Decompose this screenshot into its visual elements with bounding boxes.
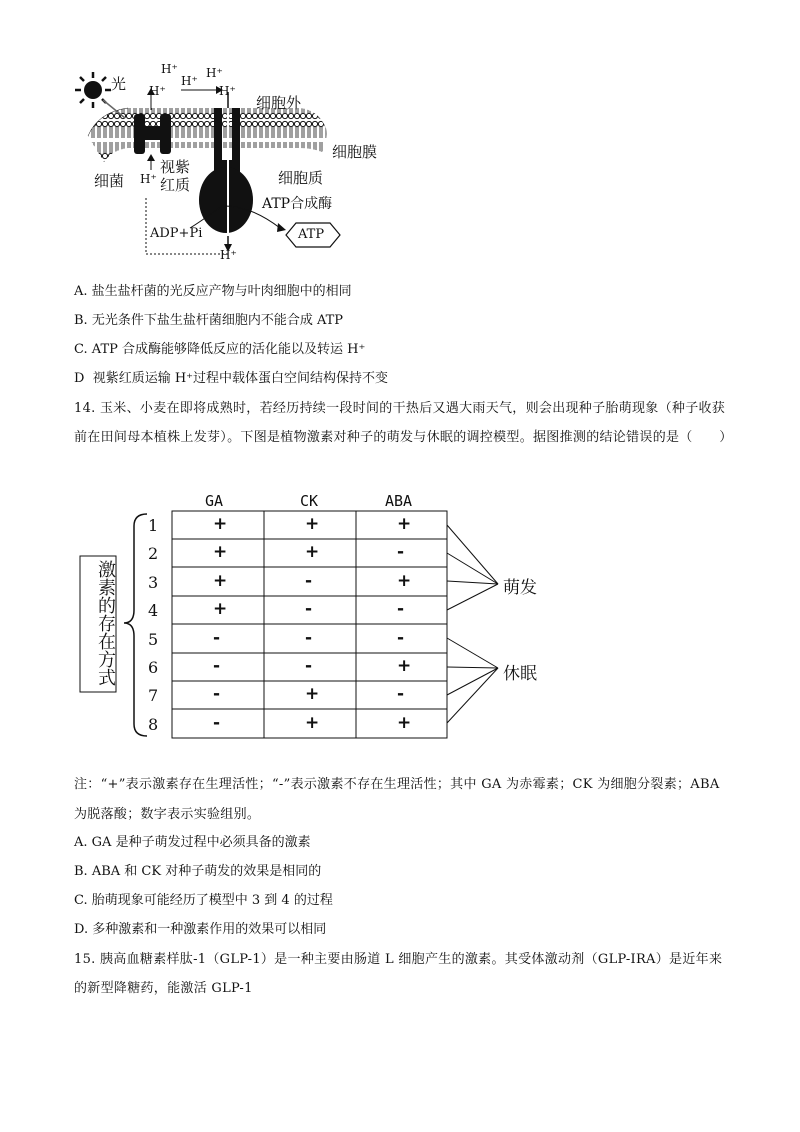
- q14-option-a: A. GA 是种子萌发过程中必须具备的激素: [74, 835, 311, 850]
- outcome-dormant: 休眠: [503, 664, 537, 684]
- row-label: 激素的存在方式: [95, 560, 116, 686]
- q15-stem: 15. 胰高血糖素样肽-1（GLP-1）是一种主要由肠道 L 细胞产生的激素。其受体激动剂（GLP-IRA）是近年来的新型降糖药，能激活 GLP-1: [74, 952, 723, 996]
- cytoplasm-label: 细胞质: [278, 169, 324, 187]
- table-cell: -: [213, 712, 221, 733]
- h-ion-label: H⁺: [181, 74, 198, 88]
- row-number: 4: [148, 601, 159, 621]
- col-header-ck: CK: [300, 492, 319, 510]
- rhodopsin-label: 视紫 红质: [160, 158, 191, 194]
- table-cell: +: [305, 684, 320, 705]
- bacteria-label: 细菌: [94, 172, 125, 190]
- q14-option-b: B. ABA 和 CK 对种子萌发的效果是相同的: [74, 864, 322, 879]
- row-number: 7: [148, 686, 159, 706]
- table-cell: +: [213, 570, 228, 591]
- table-cell: +: [305, 514, 320, 534]
- table-cell: +: [213, 542, 228, 563]
- table-cell: +: [305, 712, 320, 733]
- q13-option-c: C. ATP 合成酶能够降低反应的活化能以及转运 H⁺: [74, 342, 366, 357]
- q14-option-d: D. 多种激素和一种激素作用的效果可以相同: [74, 922, 327, 937]
- table-cell: -: [305, 570, 313, 591]
- table-cell: +: [305, 542, 320, 563]
- h-ion-label: H⁺: [220, 248, 237, 262]
- row-number: 6: [148, 658, 159, 677]
- atp-label: ATP: [298, 227, 325, 242]
- h-ion-label: H⁺: [219, 84, 236, 98]
- table-cell: -: [305, 599, 313, 620]
- outcome-germinate: 萌发: [503, 578, 537, 598]
- q13-option-a: A. 盐生盐杆菌的光反应产物与叶肉细胞中的相同: [74, 284, 352, 299]
- h-ion-label: H⁺: [206, 66, 223, 80]
- q14-option-c: C. 胎萌现象可能经历了模型中 3 到 4 的过程: [74, 893, 333, 908]
- q14-note: 注：“+”表示激素存在生理活性；“-”表示激素不存在生理活性；其中 GA 为赤霉素；CK 为细胞分裂素；ABA 为脱落酸；数字表示实验组别。: [74, 777, 720, 822]
- row-number: 8: [148, 714, 159, 734]
- membrane-label: 细胞膜: [332, 143, 378, 161]
- atp-synthase-label: ATP合成酶: [262, 196, 333, 212]
- table-cell: +: [397, 712, 412, 733]
- table-cell: -: [213, 627, 221, 648]
- q14-stem: 14. 玉米、小麦在即将成熟时，若经历持续一段时间的干热后又遇大雨天气，则会出现种子胎萌现象（种子收获前在田间母本植株上发芽）。下图是植物激素对种子的萌发与休眠的调控模型。据图推测的结论错误的是（ ）: [74, 401, 733, 445]
- brace: [124, 514, 147, 736]
- light-label: 光: [111, 75, 127, 93]
- membrane-left: [88, 108, 140, 162]
- table-cell: -: [397, 627, 405, 648]
- row-number: 1: [148, 516, 159, 535]
- extracellular-label: 细胞外: [256, 94, 302, 112]
- adp-pi-label: ADP+Pi: [150, 226, 203, 241]
- col-header-aba: ABA: [385, 492, 413, 510]
- table-cell: +: [397, 570, 412, 591]
- table-cell: +: [397, 514, 412, 534]
- q13-option-d: D 视紫红质运输 H⁺过程中载体蛋白空间结构保持不变: [74, 371, 389, 386]
- table-cell: -: [305, 627, 313, 648]
- table-cell: -: [213, 656, 221, 676]
- h-ion-label: H⁺: [149, 84, 166, 98]
- table-cell: -: [397, 542, 405, 563]
- membrane-right: [290, 108, 327, 152]
- table-cell: -: [397, 684, 405, 705]
- h-ion-label: H⁺: [140, 172, 157, 186]
- table-cell: +: [213, 514, 228, 534]
- row-number: 3: [148, 572, 159, 592]
- col-header-ga: GA: [205, 492, 224, 510]
- h-ion-label: H⁺: [161, 62, 178, 76]
- table-cell: -: [397, 599, 405, 620]
- membrane-diagram: [0, 0, 800, 280]
- table-cell: -: [213, 684, 221, 705]
- row-number: 5: [148, 629, 159, 649]
- q13-option-b: B. 无光条件下盐生盐杆菌细胞内不能合成 ATP: [74, 313, 344, 328]
- table-cell: -: [305, 656, 313, 676]
- table-cell: +: [213, 599, 228, 620]
- table-cell: +: [397, 656, 412, 676]
- row-number: 2: [148, 544, 159, 564]
